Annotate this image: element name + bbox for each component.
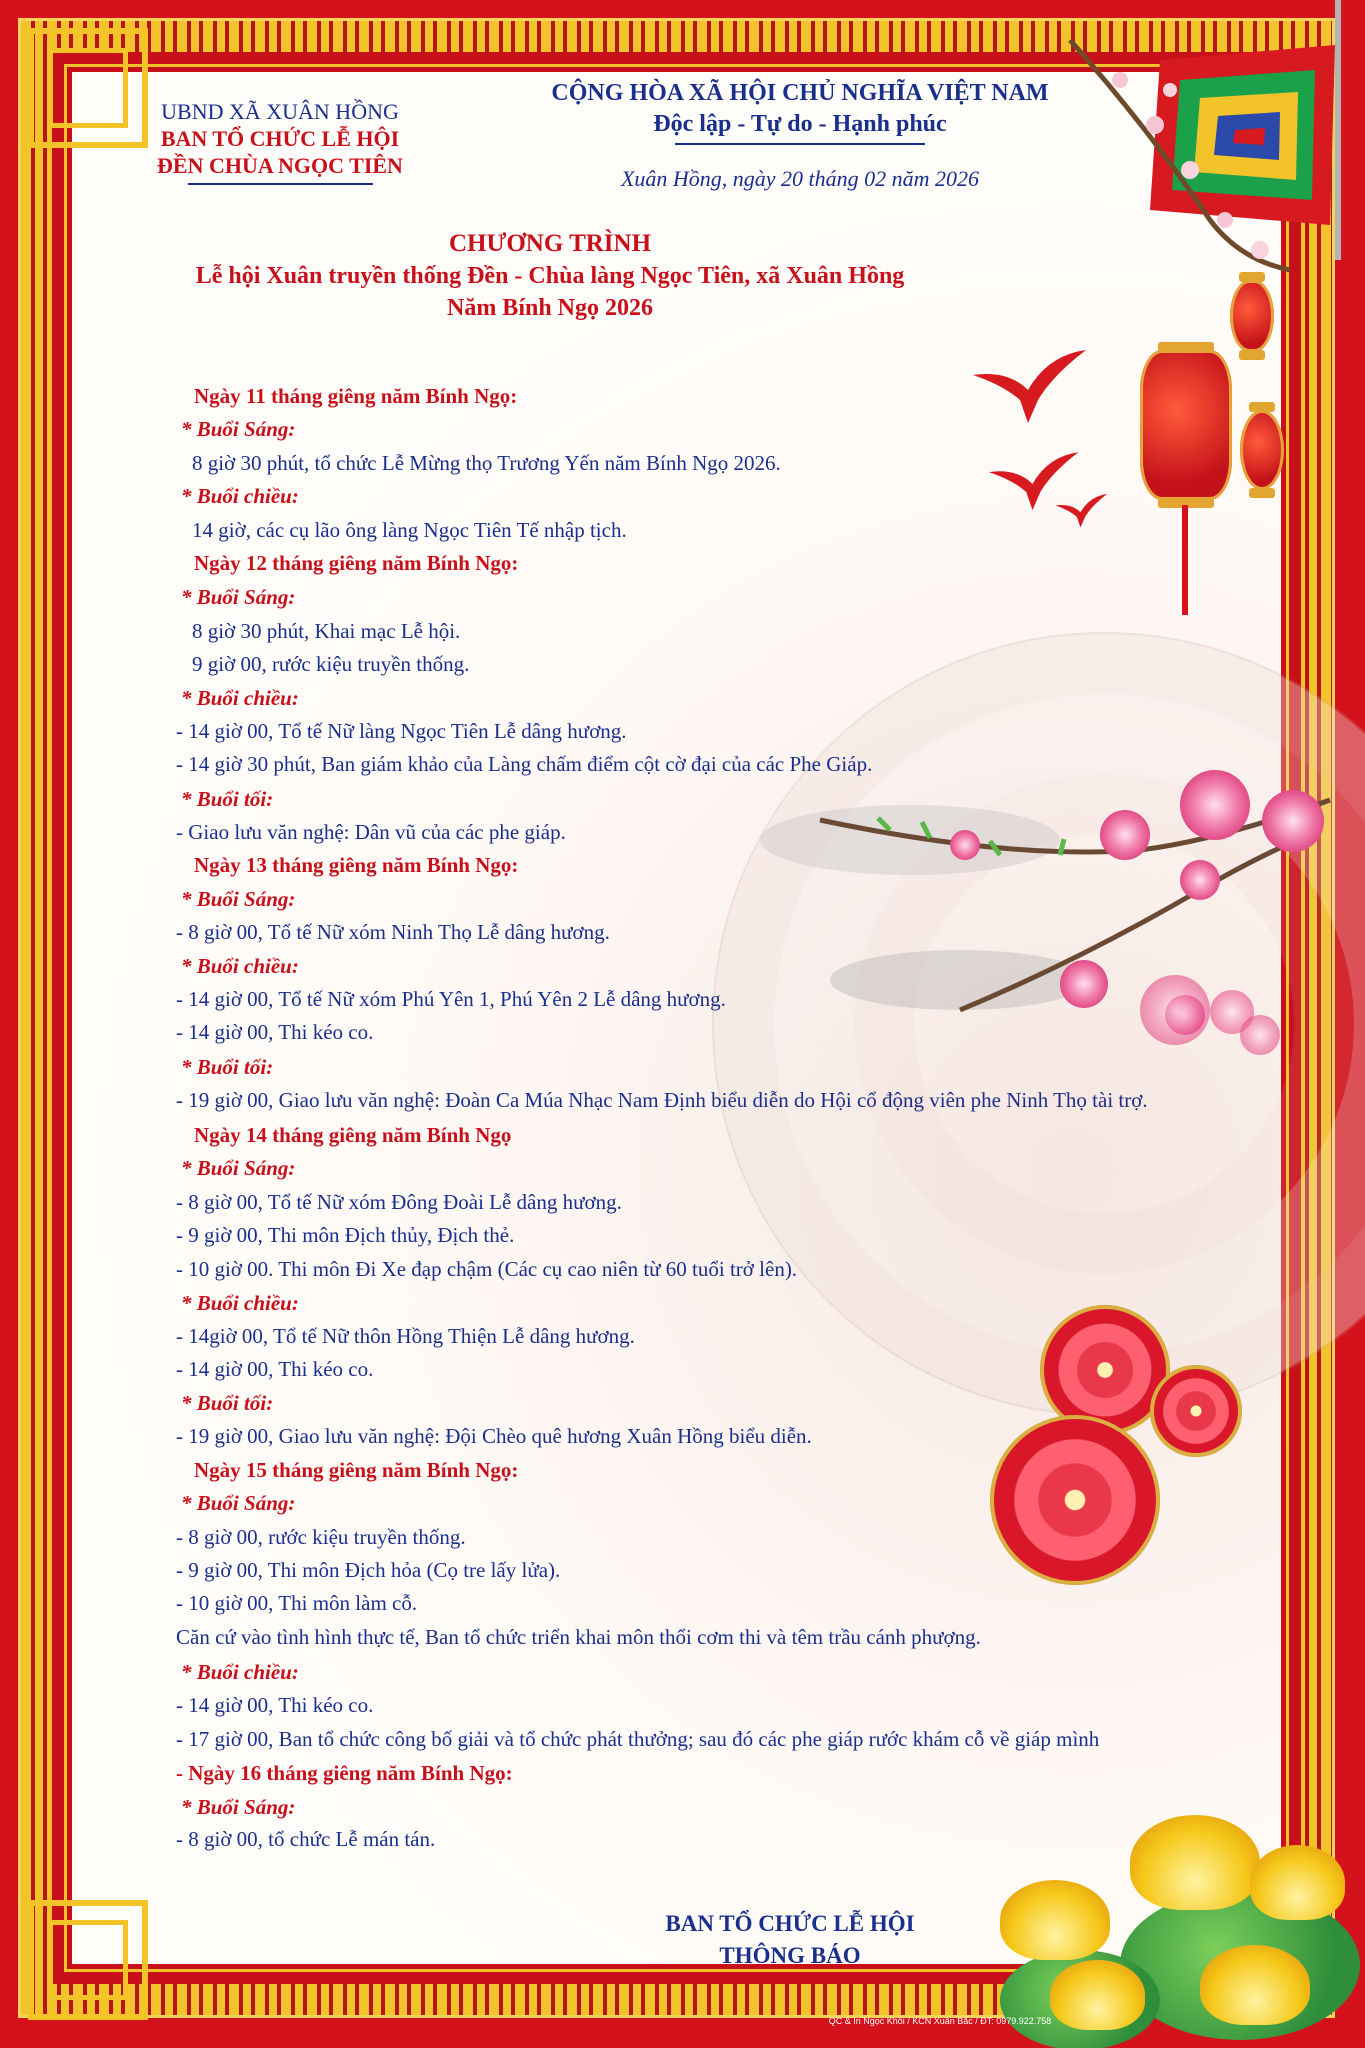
yellow-lotus-3 xyxy=(1250,1845,1345,1920)
issuing-authority xyxy=(150,98,410,185)
nation-line-1: CỘNG HÒA XÃ HỘI CHỦ NGHĨA VIỆT NAM xyxy=(551,80,1049,106)
pink-flower-cluster-3 xyxy=(1240,1015,1280,1055)
program-item: - 9 giờ 00, Thi môn Địch thủy, Địch thẻ. xyxy=(176,1223,515,1247)
nation-underline xyxy=(675,143,925,145)
yellow-lotus-5 xyxy=(1200,1945,1310,2025)
signature-line-2: THÔNG BÁO xyxy=(719,1943,861,1968)
program-session-label: * Buổi Sáng: xyxy=(181,1795,296,1819)
program-session-label: * Buổi tối: xyxy=(181,1391,274,1415)
nation-line-2: Độc lập - Tự do - Hạnh phúc xyxy=(653,111,947,137)
program-item: - 8 giờ 00, Tổ tế Nữ xóm Đông Đoài Lễ dâng hương. xyxy=(176,1190,622,1214)
peach-blossom-1 xyxy=(1180,770,1250,840)
program-day-heading: - Ngày 16 tháng giêng năm Bính Ngọ: xyxy=(176,1761,513,1785)
authority-line-1: UBND XÃ XUÂN HỒNG xyxy=(161,99,399,124)
program-session-label: * Buổi Sáng: xyxy=(181,1156,296,1180)
program-item: - 19 giờ 00, Giao lưu văn nghệ: Đội Chèo quê hương Xuân Hồng biểu diễn. xyxy=(176,1424,812,1448)
program-item: - 9 giờ 00, Thi môn Địch hỏa (Cọ tre lấy lửa). xyxy=(176,1558,561,1582)
program-item: - 19 giờ 00, Giao lưu văn nghệ: Đoàn Ca Múa Nhạc Nam Định biểu diễn do Hội cổ động viên phe Ninh Thọ tài trợ. xyxy=(176,1088,1148,1112)
document-title xyxy=(150,228,950,324)
swallow-bird-icon-3 xyxy=(1053,490,1108,530)
peach-blossom-5 xyxy=(1060,960,1108,1008)
program-session-label: * Buổi chiều: xyxy=(181,954,299,978)
program-session-label: * Buổi chiều: xyxy=(181,1291,299,1315)
program-session-label: * Buổi Sáng: xyxy=(181,585,296,609)
program-session-label: * Buổi Sáng: xyxy=(181,1491,296,1515)
peach-blossom-4 xyxy=(1180,860,1220,900)
program-item: 8 giờ 30 phút, Khai mạc Lễ hội. xyxy=(192,619,461,643)
program-day-heading: Ngày 13 tháng giêng năm Bính Ngọ: xyxy=(194,853,519,877)
program-day-heading: Ngày 14 tháng giêng năm Bính Ngọ xyxy=(194,1123,512,1147)
peach-blossom-2 xyxy=(1262,790,1324,852)
program-session-label: * Buổi Sáng: xyxy=(181,417,296,441)
program-item: - 17 giờ 00, Ban tổ chức công bố giải và tổ chức phát thưởng; sau đó các phe giáp rước khám cỗ về giáp mình xyxy=(176,1727,1100,1751)
program-item: - 14giờ 00, Tổ tế Nữ thôn Hồng Thiện Lễ dâng hương. xyxy=(176,1324,635,1348)
printer-imprint: QC & In Ngọc Khôi / KCN Xuân Bắc / ĐT: 0979.922.758 xyxy=(828,2016,1052,2026)
program-item: - 14 giờ 30 phút, Ban giám khảo của Làng chấm điểm cột cờ đại của các Phe Giáp. xyxy=(176,752,873,776)
signature-line-1: BAN TỔ CHỨC LỄ HỘI xyxy=(665,1911,915,1936)
program-item: 14 giờ, các cụ lão ông làng Ngọc Tiên Tế nhập tịch. xyxy=(192,518,627,542)
lantern-tassel xyxy=(1182,505,1188,615)
red-lantern-small-icon xyxy=(1230,280,1274,352)
program-item: - 14 giờ 00, Thi kéo co. xyxy=(176,1357,374,1381)
program-day-heading: Ngày 12 tháng giêng năm Bính Ngọ: xyxy=(194,551,519,575)
authority-line-3: ĐỀN CHÙA NGỌC TIÊN xyxy=(157,153,403,178)
red-lantern-small-icon-2 xyxy=(1240,410,1284,490)
apricot-branch-icon xyxy=(1060,20,1320,280)
dateline: Xuân Hồng, ngày 20 tháng 02 năm 2026 xyxy=(620,166,980,191)
corner-ornament-bottom-left xyxy=(28,1900,148,2020)
authority-line-2: BAN TỔ CHỨC LỄ HỘI xyxy=(160,126,400,151)
program-session-label: * Buổi tối: xyxy=(181,787,274,811)
red-lantern-large-icon xyxy=(1140,350,1232,500)
red-paper-flower-2 xyxy=(1150,1365,1242,1457)
program-day-heading: Ngày 15 tháng giêng năm Bính Ngọ: xyxy=(194,1458,519,1482)
program-item: Căn cứ vào tình hình thực tế, Ban tổ chức triển khai môn thổi cơm thi và têm trầu cánh phượng. xyxy=(176,1625,981,1649)
program-item: - 14 giờ 00, Thi kéo co. xyxy=(176,1020,374,1044)
corner-ornament-top-left xyxy=(28,28,148,148)
red-paper-flower-3 xyxy=(990,1415,1160,1585)
national-motto xyxy=(540,78,1060,145)
program-session-label: * Buổi tối: xyxy=(181,1055,274,1079)
yellow-lotus-1 xyxy=(1000,1880,1110,1960)
program-item: - 14 giờ 00, Tổ tế Nữ xóm Phú Yên 1, Phú Yên 2 Lễ dâng hương. xyxy=(176,987,726,1011)
yellow-lotus-2 xyxy=(1130,1815,1260,1910)
program-item: - 14 giờ 00, Tổ tế Nữ làng Ngọc Tiên Lễ dâng hương. xyxy=(176,719,627,743)
program-day-heading: Ngày 11 tháng giêng năm Bính Ngọ: xyxy=(194,384,518,408)
program-item: - 10 giờ 00. Thi môn Đi Xe đạp chậm (Các cụ cao niên từ 60 tuổi trở lên). xyxy=(176,1257,798,1281)
signature-block xyxy=(610,1908,970,1972)
title-line-2: Lễ hội Xuân truyền thống Đền - Chùa làng Ngọc Tiên, xã Xuân Hồng xyxy=(195,263,905,289)
program-item: 9 giờ 00, rước kiệu truyền thống. xyxy=(192,652,470,676)
pink-flower-cluster xyxy=(1140,975,1210,1045)
peach-blossom-6 xyxy=(950,830,980,860)
program-session-label: * Buổi chiều: xyxy=(181,1660,299,1684)
swallow-bird-icon xyxy=(968,345,1088,425)
program-item: - 8 giờ 00, rước kiệu truyền thống. xyxy=(176,1525,466,1549)
title-line-3: Năm Bính Ngọ 2026 xyxy=(446,295,654,321)
program-item: - 8 giờ 00, tổ chức Lễ mán tán. xyxy=(176,1827,436,1851)
program-session-label: * Buổi chiều: xyxy=(181,686,299,710)
program-item: - Giao lưu văn nghệ: Dân vũ của các phe giáp. xyxy=(176,820,566,844)
program-item: - 14 giờ 00, Thi kéo co. xyxy=(176,1693,374,1717)
program-session-label: * Buổi chiều: xyxy=(181,484,299,508)
program-item: 8 giờ 30 phút, tổ chức Lễ Mừng thọ Trương Yến năm Bính Ngọ 2026. xyxy=(192,451,781,475)
peach-blossom-3 xyxy=(1100,810,1150,860)
program-session-label: * Buổi Sáng: xyxy=(181,887,296,911)
authority-underline xyxy=(188,183,373,185)
program-item: - 8 giờ 00, Tổ tế Nữ xóm Ninh Thọ Lễ dâng hương. xyxy=(176,920,610,944)
program-item: - 10 giờ 00, Thi môn làm cỗ. xyxy=(176,1591,418,1615)
title-line-1: CHƯƠNG TRÌNH xyxy=(448,230,652,257)
